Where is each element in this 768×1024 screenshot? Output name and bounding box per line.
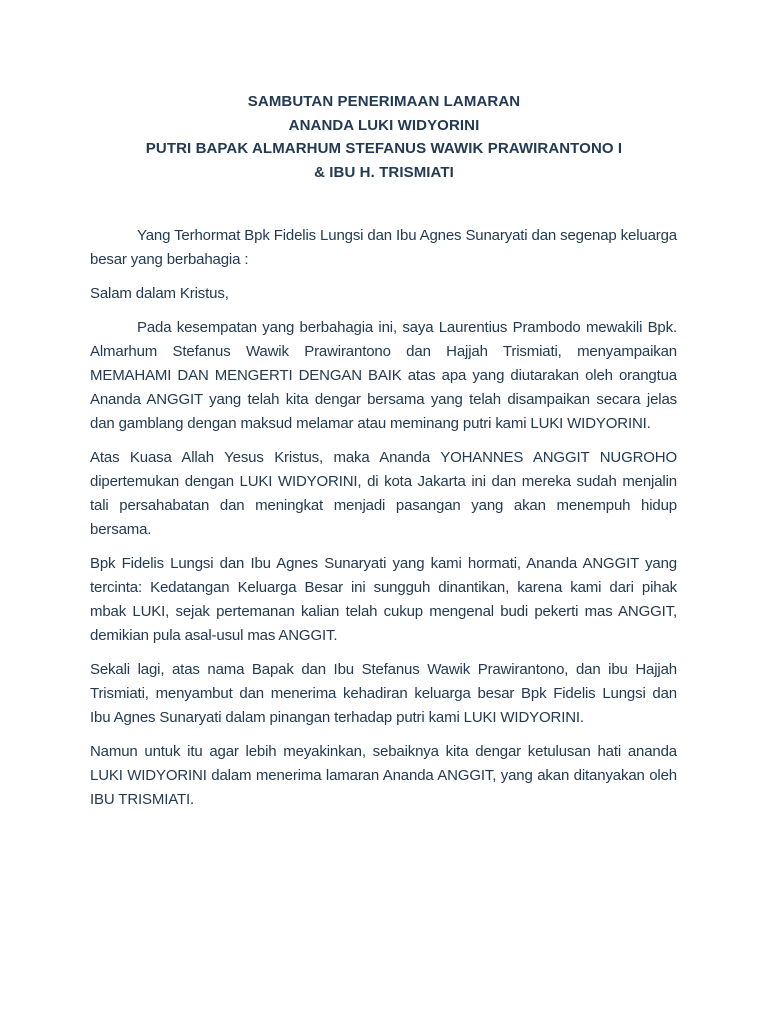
- text-line: dan gamblang dengan maksud melamar atau meminang putri kami LUKI WIDYORINI.: [90, 415, 651, 432]
- title-line: & IBU H. TRISMIATI: [314, 163, 454, 181]
- text-line: Ibu Agnes Sunaryati dalam pinangan terhadap putri kami LUKI WIDYORINI.: [90, 709, 584, 726]
- paragraph: [90, 658, 677, 730]
- document-title: [88, 90, 680, 184]
- text-line: Sekali lagi, atas nama Bapak dan Ibu Stefanus Wawik Prawirantono, dan ibu Hajjah: [90, 661, 677, 678]
- text-line: Namun untuk itu agar lebih meyakinkan, sebaiknya kita dengar ketulusan hati ananda: [90, 743, 677, 760]
- text-line: Yang Terhormat Bpk Fidelis Lungsi dan Ibu Agnes Sunaryati dan segenap keluarga: [137, 227, 677, 244]
- text-line: Pada kesempatan yang berbahagia ini, saya Laurentius Prambodo mewakili Bpk.: [137, 319, 677, 336]
- paragraph: [90, 552, 677, 648]
- paragraph: [90, 740, 677, 812]
- text-line: besar yang berbahagia :: [90, 251, 249, 268]
- document-body: [90, 224, 677, 812]
- text-line: tercinta: Kedatangan Keluarga Besar ini sungguh dinantikan, karena kami dari pihak: [90, 579, 677, 596]
- paragraph: [90, 446, 677, 542]
- paragraph: [90, 316, 677, 436]
- text-line: Almarhum Stefanus Wawik Prawirantono dan Hajjah Trismiati, menyampaikan: [90, 343, 677, 360]
- title-line: ANANDA LUKI WIDYORINI: [288, 116, 480, 134]
- text-line: mbak LUKI, sejak pertemanan kalian telah cukup mengenal budi pekerti mas ANGGIT,: [90, 603, 677, 620]
- text-line: Ananda ANGGIT yang telah kita dengar bersama yang telah disampaikan secara jelas: [90, 391, 677, 408]
- text-line: Bpk Fidelis Lungsi dan Ibu Agnes Sunaryati yang kami hormati, Ananda ANGGIT yang: [90, 555, 677, 572]
- text-line: Trismiati, menyambut dan menerima kehadiran keluarga besar Bpk Fidelis Lungsi dan: [90, 685, 677, 702]
- text-line: LUKI WIDYORINI dalam menerima lamaran Ananda ANGGIT, yang akan ditanyakan oleh: [90, 767, 677, 784]
- text-line: tali persahabatan dan meningkat menjadi pasangan yang akan menempuh hidup: [90, 497, 677, 514]
- text-line: demikian pula asal-usul mas ANGGIT.: [90, 627, 338, 644]
- text-line: Atas Kuasa Allah Yesus Kristus, maka Ananda YOHANNES ANGGIT NUGROHO: [90, 449, 677, 466]
- text-line: MEMAHAMI DAN MENGERTI DENGAN BAIK atas apa yang diutarakan oleh orangtua: [90, 367, 677, 384]
- title-line: PUTRI BAPAK ALMARHUM STEFANUS WAWIK PRAWIRANTONO I: [145, 140, 623, 157]
- paragraph: [90, 224, 677, 272]
- text-line: Salam dalam Kristus,: [90, 285, 229, 302]
- title-line: SAMBUTAN PENERIMAAN LAMARAN: [247, 93, 521, 110]
- text-line: dipertemukan dengan LUKI WIDYORINI, di kota Jakarta ini dan mereka sudah menjalin: [90, 473, 677, 490]
- text-line: bersama.: [90, 521, 152, 538]
- text-line: IBU TRISMIATI.: [90, 791, 195, 808]
- paragraph: [90, 282, 677, 306]
